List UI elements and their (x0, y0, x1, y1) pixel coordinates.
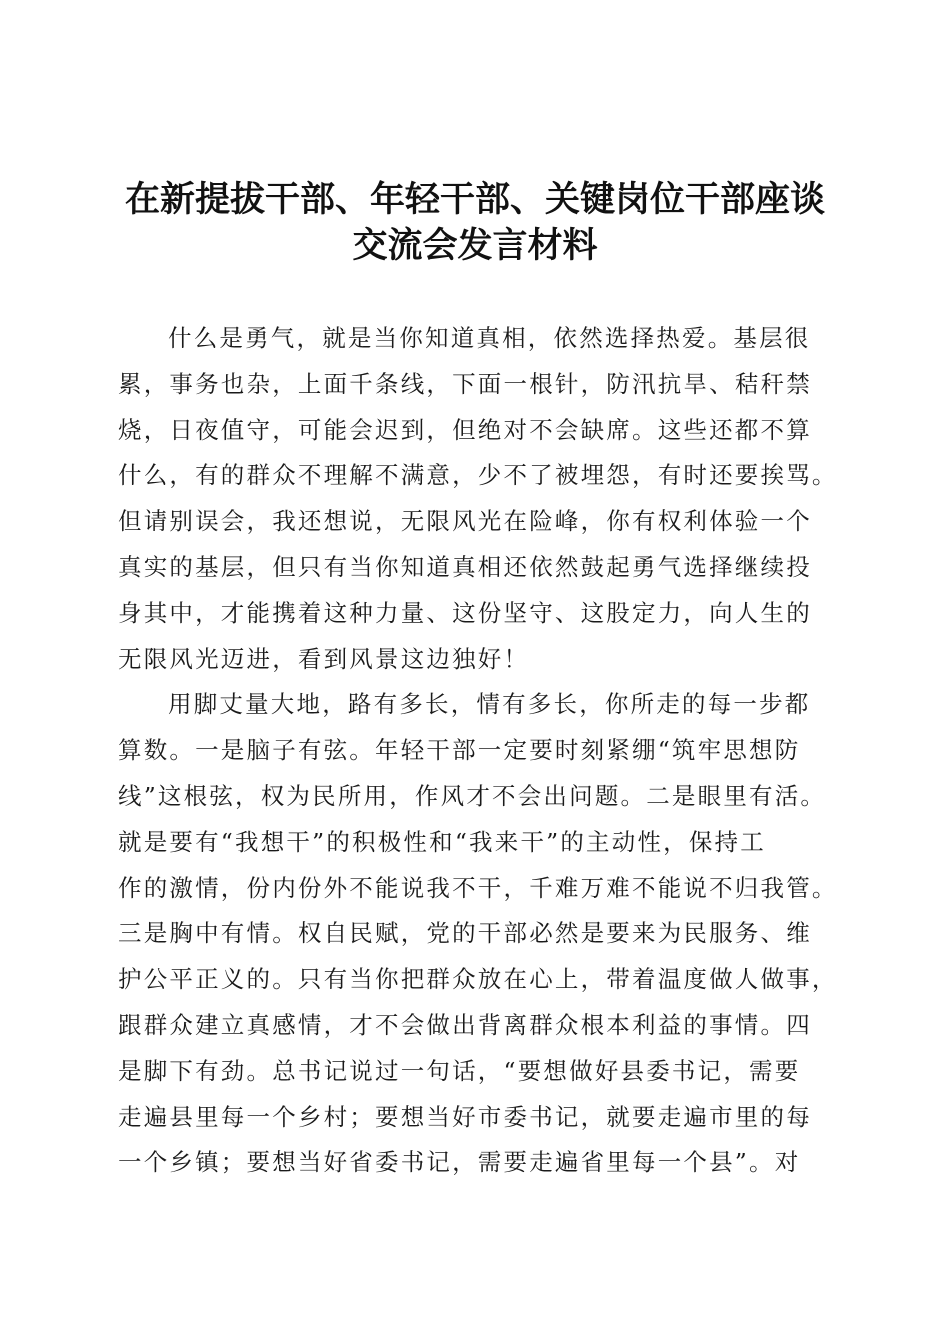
paragraph-2-line: 作的激情，份内份外不能说我不干，千难万难不能说不归我管。 (118, 873, 838, 902)
paragraph-2-line: 一个乡镇；要想当好省委书记，需要走遍省里每一个县”。对 (118, 1148, 801, 1177)
paragraph-2-line: 走遍县里每一个乡村；要想当好市委书记，就要走遍市里的每 (118, 1102, 812, 1131)
paragraph-1-line: 累，事务也杂，上面千条线，下面一根针，防汛抗旱、秸秆禁 (118, 369, 812, 398)
paragraph-2-line: 用脚丈量大地，路有多长，情有多长，你所走的每一步都 (168, 690, 811, 719)
paragraph-2-line: 就是要有“我想干”的积极性和“我来干”的主动性，保持工 (118, 827, 766, 856)
paragraph-2-line: 护公平正义的。只有当你把群众放在心上，带着温度做人做事， (118, 965, 838, 994)
paragraph-2-line: 线”这根弦，权为民所用，作风才不会出问题。二是眼里有活。 (118, 781, 827, 810)
paragraph-2-line: 跟群众建立真感情，才不会做出背离群众根本利益的事情。四 (118, 1010, 812, 1039)
paragraph-1-line: 什么是勇气，就是当你知道真相，依然选择热爱。基层很 (168, 324, 811, 352)
paragraph-2-line: 是脚下有劲。总书记说过一句话，“要想做好县委书记，需要 (118, 1056, 801, 1085)
document-body (118, 316, 838, 1186)
paragraph-1-line: 无限风光迈进，看到风景这边独好！ (118, 644, 530, 673)
paragraph-1-line: 但请别误会，我还想说，无限风光在险峰，你有权利体验一个 (118, 507, 812, 536)
paragraph-1-line: 烧，日夜值守，可能会迟到，但绝对不会缺席。这些还都不算 (118, 415, 812, 444)
paragraph-2-line: 算数。一是脑子有弦。年轻干部一定要时刻紧绷“筑牢思想防 (118, 736, 801, 765)
document-title-line-2: 交流会发言材料 (352, 225, 598, 266)
document-title-line-1: 在新提拔干部、年轻干部、关键岗位干部座谈 (124, 179, 825, 220)
paragraph-1-line: 身其中，才能携着这种力量、这份坚守、这股定力，向人生的 (118, 598, 812, 627)
paragraph-1-line: 什么，有的群众不理解不满意，少不了被埋怨，有时还要挨骂。 (118, 461, 838, 490)
paragraph-2-line: 三是胸中有情。权自民赋，党的干部必然是要来为民服务、维 (118, 919, 812, 948)
paragraph-1-line: 真实的基层，但只有当你知道真相还依然鼓起勇气选择继续投 (118, 552, 812, 581)
